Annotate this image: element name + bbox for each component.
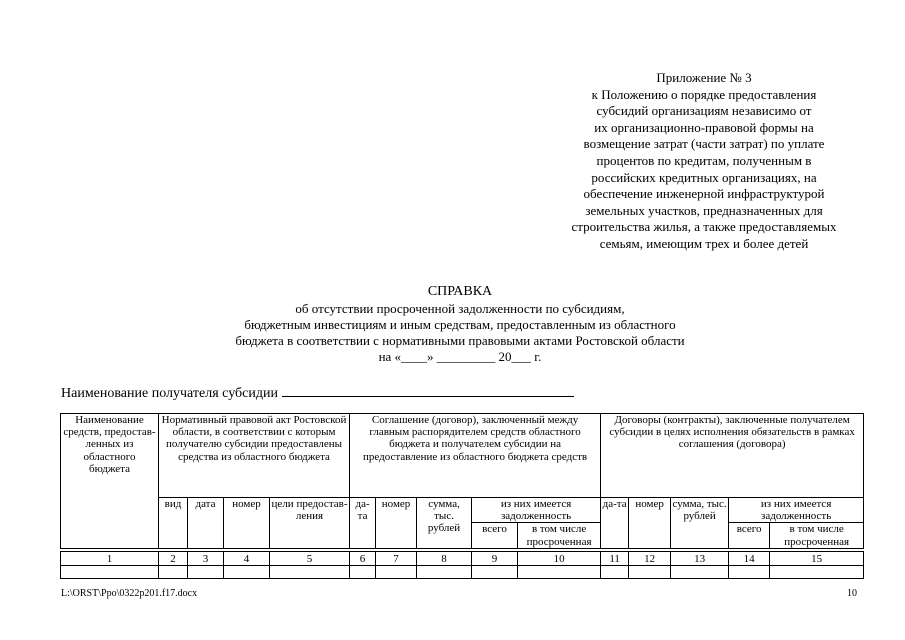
table-cell[interactable]: [629, 566, 671, 579]
column-number: 9: [472, 552, 518, 566]
header-funds-name: Наименование средств, предостав-ленных из областного бюджета: [61, 414, 159, 549]
table-cell[interactable]: [159, 566, 188, 579]
file-path-footer: L:\ORST\Ppo\0322p201.f17.docx: [61, 588, 198, 599]
page-number: 10: [847, 588, 857, 599]
appendix-line: их организационно-правовой формы на: [594, 119, 814, 135]
appendix-line: процентов по кредитам, полученным в: [596, 152, 812, 168]
table-cell[interactable]: [270, 566, 350, 579]
appendix-block: [545, 70, 863, 253]
appendix-line: к Положению о порядке предоставления: [591, 86, 817, 102]
recipient-field: [61, 382, 574, 402]
header-contracts: Договоры (контракты), заключенные получателем субсидии в целях исполнения обязательств в рамках соглашения (договора): [601, 414, 864, 498]
column-number: 15: [770, 552, 864, 566]
table-cell[interactable]: [224, 566, 270, 579]
header-contract-debt: из них имеется задолженность: [729, 498, 864, 523]
appendix-line: строительства жилья, а также предоставляемых: [571, 219, 837, 235]
column-number: 5: [270, 552, 350, 566]
column-number: 7: [376, 552, 417, 566]
header-agreement-date: да-та: [350, 498, 376, 549]
table-cell[interactable]: [472, 566, 518, 579]
recipient-label: Наименование получателя субсидии: [61, 386, 278, 401]
table-cell[interactable]: [770, 566, 864, 579]
header-agreement: Соглашение (договор), заключенный между главным распорядителем средств областного бюджета и получателем субсидии на предоставление из областного бюджета средств: [350, 414, 601, 498]
table-cell[interactable]: [417, 566, 472, 579]
column-number: 8: [417, 552, 472, 566]
table-cell[interactable]: [671, 566, 729, 579]
title-line: об отсутствии просроченной задолженности по субсидиям,: [295, 301, 625, 316]
header-contract-date: да-та: [601, 498, 629, 549]
column-number: 10: [518, 552, 601, 566]
table-row: [61, 566, 864, 579]
column-number: 3: [188, 552, 224, 566]
header-legal-act: Нормативный правовой акт Ростовской области, в соответствии с которым получателю субсидии предоставлены средства из областного бюджета: [159, 414, 350, 498]
appendix-line: возмещение затрат (части затрат) по уплате: [583, 136, 825, 152]
header-agreement-overdue: в том числе просроченная: [518, 523, 601, 549]
header-contract-total: всего: [729, 523, 770, 549]
column-number: 4: [224, 552, 270, 566]
header-contract-overdue: в том числе просроченная: [770, 523, 864, 549]
header-act-type: вид: [159, 498, 188, 549]
column-number: 11: [601, 552, 629, 566]
table-cell[interactable]: [518, 566, 601, 579]
appendix-line: Приложение № 3: [656, 70, 752, 85]
column-number: 1: [61, 552, 159, 566]
title-date-line: на «____» _________ 20___ г.: [378, 349, 542, 364]
debt-table: [60, 413, 864, 579]
appendix-line: обеспечение инженерной инфраструктурой: [583, 186, 825, 202]
title-heading: СПРАВКА: [427, 284, 493, 299]
header-act-date: дата: [188, 498, 224, 549]
table-cell[interactable]: [376, 566, 417, 579]
table-cell[interactable]: [729, 566, 770, 579]
table-cell[interactable]: [350, 566, 376, 579]
column-number: 13: [671, 552, 729, 566]
header-act-purpose: цели предостав-ления: [270, 498, 350, 549]
column-number: 12: [629, 552, 671, 566]
column-number: 6: [350, 552, 376, 566]
table-cell[interactable]: [188, 566, 224, 579]
header-agreement-total: всего: [472, 523, 518, 549]
appendix-line: семьям, имеющим трех и более детей: [599, 235, 809, 251]
document-title: [160, 284, 760, 365]
column-number: 2: [159, 552, 188, 566]
recipient-blank-line[interactable]: [282, 382, 574, 397]
column-numbers-row: [61, 552, 864, 566]
header-agreement-debt: из них имеется задолженность: [472, 498, 601, 523]
column-number: 14: [729, 552, 770, 566]
header-contract-sum: сумма, тыс. рублей: [671, 498, 729, 549]
header-agreement-sum: сумма, тыс. рублей: [417, 498, 472, 549]
table-cell[interactable]: [601, 566, 629, 579]
appendix-line: субсидий организациям независимо от: [596, 103, 812, 119]
header-contract-number: номер: [629, 498, 671, 549]
appendix-line: земельных участков, предназначенных для: [585, 202, 823, 218]
header-agreement-number: номер: [376, 498, 417, 549]
appendix-line: российских кредитных организациях, на: [591, 169, 817, 185]
title-line: бюджета в соответствии с нормативными правовыми актами Ростовской области: [235, 333, 685, 348]
table-cell[interactable]: [61, 566, 159, 579]
title-line: бюджетным инвестициям и иным средствам, предоставленным из областного: [244, 317, 676, 332]
header-act-number: номер: [224, 498, 270, 549]
